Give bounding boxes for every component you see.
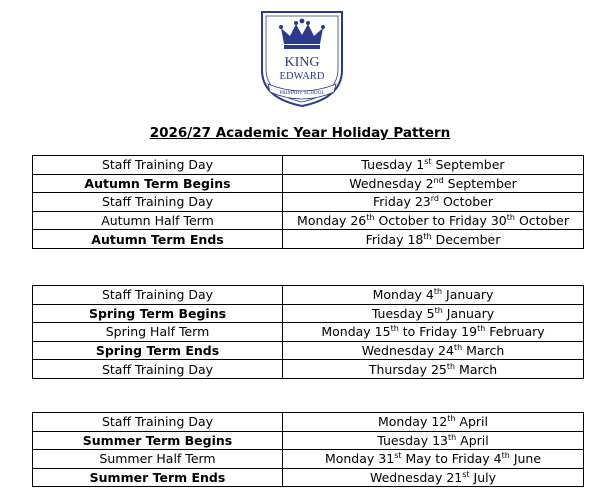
table-row <box>33 156 584 175</box>
ordinal-suffix: th <box>506 213 515 223</box>
ordinal-suffix: th <box>477 324 486 334</box>
date-text: December <box>431 231 501 247</box>
ordinal-suffix: th <box>390 324 399 334</box>
event-cell: Autumn Term Begins <box>33 174 283 193</box>
event-cell: Summer Term Ends <box>33 468 283 487</box>
date-text: January <box>442 287 494 303</box>
ordinal-suffix: th <box>433 287 443 297</box>
table-row <box>33 323 584 342</box>
logo-line2: EDWARD <box>279 71 325 82</box>
event-cell: Summer Term Begins <box>33 431 283 450</box>
date-cell <box>283 193 584 212</box>
date-text: Monday 31 <box>324 451 395 467</box>
ordinal-suffix: th <box>447 432 457 442</box>
logo-banner: PRIMARY SCHOOL <box>279 90 325 96</box>
table-row <box>33 230 584 249</box>
date-text: Tuesday 13 <box>377 432 448 448</box>
date-cell <box>283 174 584 193</box>
table-row <box>33 450 584 469</box>
date-cell <box>283 468 584 487</box>
date-text: February <box>485 324 545 340</box>
table-row <box>33 304 584 323</box>
date-text: October <box>514 213 569 229</box>
date-text: July <box>469 470 496 486</box>
event-cell: Staff Training Day <box>33 360 283 379</box>
date-text: Friday 23 <box>373 194 431 210</box>
date-text: September <box>443 175 517 191</box>
date-text: Thursday 25 <box>368 361 447 377</box>
table-row <box>33 360 584 379</box>
date-text: June <box>509 451 542 467</box>
date-text: April <box>456 432 489 448</box>
date-text: Monday 26 <box>297 213 367 229</box>
event-cell: Summer Half Term <box>33 450 283 469</box>
date-text: April <box>455 414 488 430</box>
table-row <box>33 211 584 230</box>
date-text: January <box>442 305 495 321</box>
ordinal-suffix: th <box>366 213 375 223</box>
event-cell: Staff Training Day <box>33 286 283 305</box>
date-text: March <box>455 361 498 377</box>
ordinal-suffix: th <box>447 414 456 424</box>
event-cell: Staff Training Day <box>33 193 283 212</box>
term-table <box>32 412 584 487</box>
date-text: Wednesday 2 <box>349 175 434 191</box>
school-crest-logo <box>254 8 350 108</box>
date-cell <box>283 304 584 323</box>
date-text: Wednesday 24 <box>361 343 454 359</box>
date-cell <box>283 230 584 249</box>
ordinal-suffix: st <box>424 157 432 167</box>
ordinal-suffix: th <box>453 343 463 353</box>
date-text: Wednesday 21 <box>369 470 463 486</box>
date-text: May to Friday 4 <box>401 451 502 467</box>
table-row <box>33 174 584 193</box>
table-row <box>33 468 584 487</box>
date-text: September <box>431 157 505 173</box>
date-cell <box>283 323 584 342</box>
ordinal-suffix: nd <box>433 175 444 185</box>
term-table <box>32 285 584 379</box>
ordinal-suffix: st <box>394 451 402 461</box>
event-cell: Staff Training Day <box>33 413 283 432</box>
date-cell <box>283 360 584 379</box>
ordinal-suffix: th <box>446 361 456 371</box>
date-text: October <box>439 194 493 210</box>
date-cell <box>283 211 584 230</box>
table-row <box>33 431 584 450</box>
event-cell: Autumn Half Term <box>33 211 283 230</box>
date-cell <box>283 286 584 305</box>
table-row <box>33 193 584 212</box>
date-text: Tuesday 1 <box>361 157 425 173</box>
date-text: Friday 18 <box>365 231 424 247</box>
table-row <box>33 413 584 432</box>
term-table <box>32 155 584 249</box>
event-cell: Spring Half Term <box>33 323 283 342</box>
event-cell: Spring Term Ends <box>33 341 283 360</box>
event-cell: Autumn Term Ends <box>33 230 283 249</box>
event-cell: Staff Training Day <box>33 156 283 175</box>
date-text: Monday 12 <box>378 414 448 430</box>
date-cell <box>283 156 584 175</box>
logo-line1: KING <box>284 55 320 70</box>
ordinal-suffix: th <box>434 305 443 315</box>
date-text: to Friday 19 <box>398 324 478 340</box>
page-title: 2026/27 Academic Year Holiday Pattern <box>149 125 451 141</box>
date-text: October to Friday 30 <box>374 213 507 229</box>
date-text: March <box>462 343 505 359</box>
ordinal-suffix: th <box>501 451 510 461</box>
date-cell <box>283 413 584 432</box>
date-cell <box>283 341 584 360</box>
date-cell <box>283 431 584 450</box>
date-text: Tuesday 5 <box>371 305 435 321</box>
ordinal-suffix: rd <box>430 194 439 204</box>
date-text: Monday 4 <box>372 287 434 303</box>
date-text: Monday 15 <box>321 324 391 340</box>
date-cell <box>283 450 584 469</box>
ordinal-suffix: st <box>462 470 470 480</box>
ordinal-suffix: th <box>423 231 432 241</box>
event-cell: Spring Term Begins <box>33 304 283 323</box>
table-row <box>33 341 584 360</box>
table-row <box>33 286 584 305</box>
